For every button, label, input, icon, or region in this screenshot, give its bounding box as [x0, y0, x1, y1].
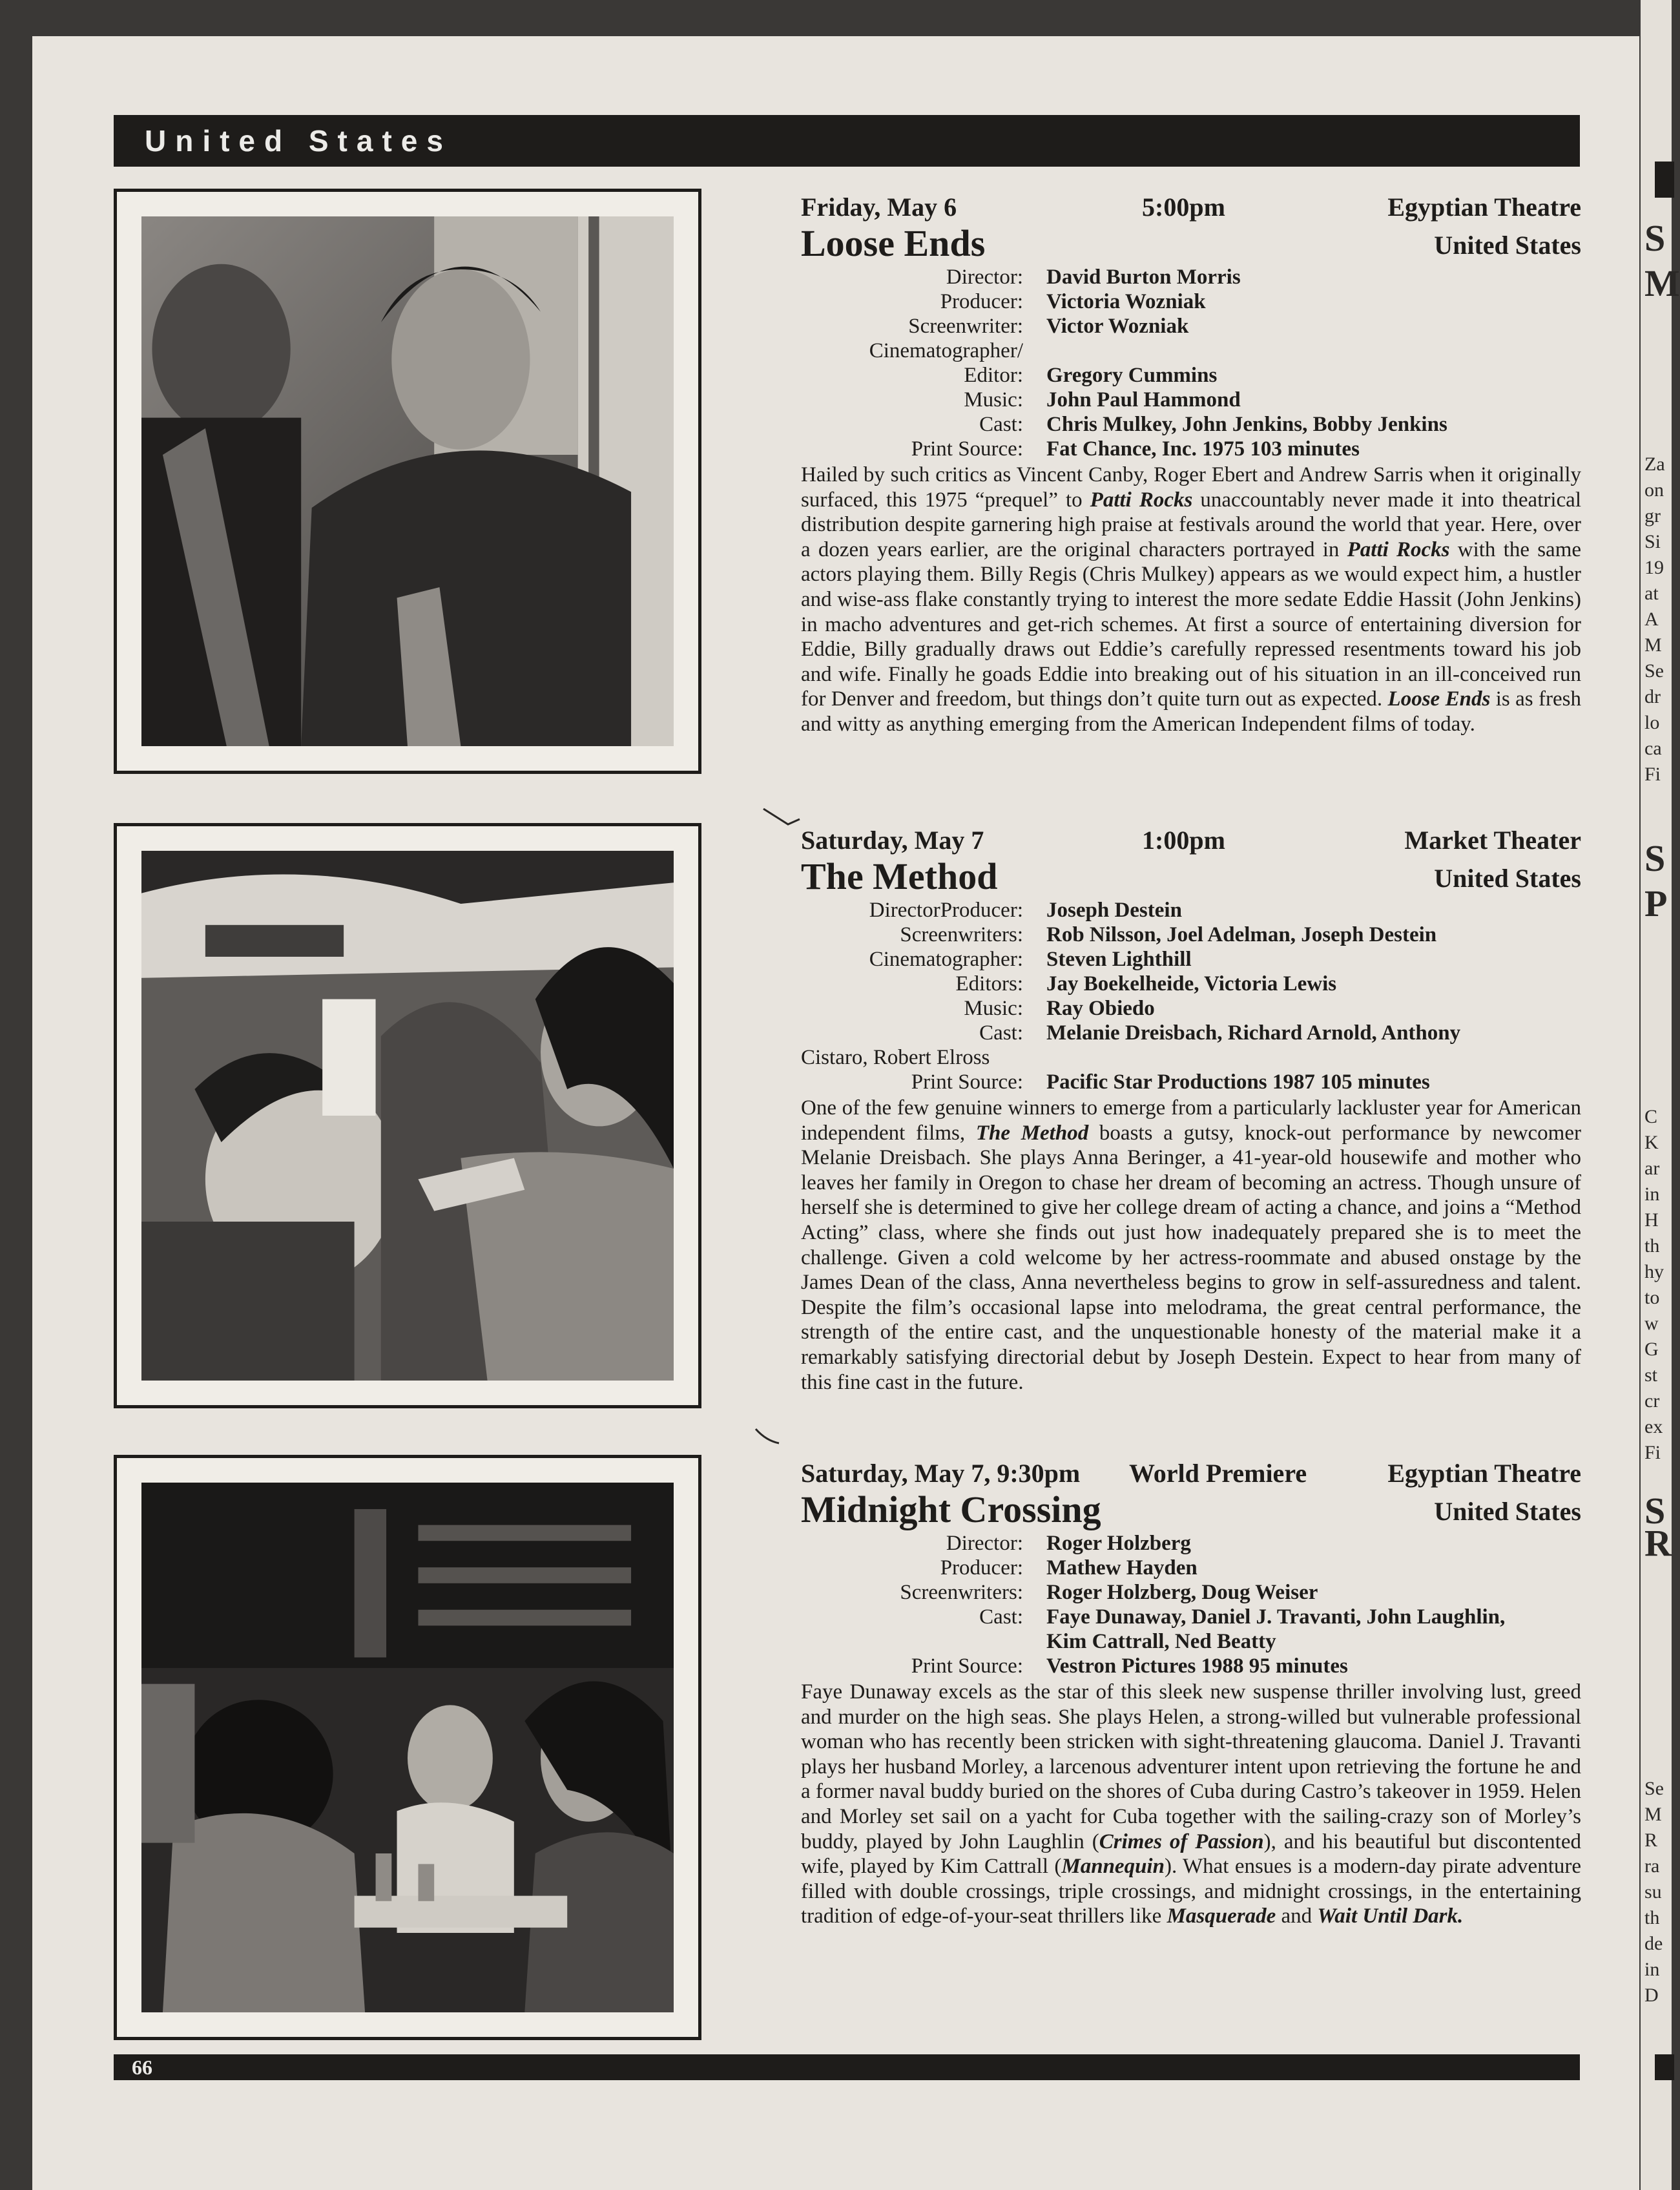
film-still-frame-the-method: [114, 823, 701, 1408]
facing-page-text-fragment: cr: [1644, 1390, 1660, 1412]
credit-label: Cast:: [979, 1021, 1023, 1045]
credit-label: Music:: [964, 997, 1023, 1020]
section-banner: United States: [114, 115, 1580, 167]
credit-value: Melanie Dreisbach, Richard Arnold, Anthony: [1046, 1021, 1461, 1045]
screening-venue: Egyptian Theatre: [1387, 193, 1581, 222]
film-entry-the-method: [801, 824, 1581, 1395]
credit-label: Producer:: [940, 290, 1023, 313]
synopsis-text: Faye Dunaway excels as the star of this sleek new suspense thriller involving lust, greed and murder on the high seas. She plays Helen, a strong-willed but vulnerable professional woman who has recently been stricken with sight-threatening glaucoma. Daniel J. Travanti plays her husband Morley, a larcenous adventurer intent upon retrieving the fortune he and a former naval buddy buried on the shores of Cuba during Castro’s takeover in 1959. Helen and Morley set sail on a yacht for Cuba together with the sailing-crazy son of Morley’s buddy, played by John Laughlin (: [801, 1680, 1581, 1853]
film-country: United States: [1434, 231, 1581, 260]
facing-page-text-fragment: M: [1644, 262, 1680, 304]
credit-value: Gregory Cummins: [1046, 364, 1218, 387]
facing-page-text-fragment: to: [1644, 1287, 1660, 1308]
facing-page-text-fragment: C: [1644, 1106, 1658, 1127]
facing-page-text-fragment: G: [1644, 1339, 1659, 1360]
credit-row: [801, 314, 1581, 339]
facing-page-text-fragment: 19: [1644, 557, 1664, 578]
facing-page-text-fragment: Se: [1644, 660, 1664, 682]
credits-list: [801, 1531, 1581, 1678]
facing-page-text-fragment: D: [1644, 1985, 1659, 2006]
credit-label: Print Source:: [911, 1654, 1023, 1678]
synopsis-text: One of the few genuine winners to emerge from a particularly lackluster year for American independent films,: [801, 1096, 1581, 1145]
film-synopsis: [801, 1096, 1581, 1395]
credit-value: Joseph Destein: [1046, 899, 1182, 922]
credit-value: Faye Dunaway, Daniel J. Travanti, John Laughlin,: [1046, 1605, 1506, 1629]
film-title-row: [801, 1490, 1581, 1530]
italic-title: Loose Ends: [1387, 687, 1491, 711]
credit-row: [801, 437, 1581, 461]
credit-label: Screenwriters:: [900, 923, 1023, 946]
credit-row: [801, 898, 1581, 923]
pencil-tick-mark: [753, 1428, 792, 1447]
facing-page-text-fragment: S: [1644, 1490, 1666, 1532]
film-still-the-method: [141, 851, 674, 1381]
italic-title: Patti Rocks: [1090, 488, 1193, 512]
credit-label: Director:: [946, 1532, 1023, 1555]
screening-time: 1:00pm: [1142, 826, 1225, 855]
facing-page-text-fragment: ca: [1644, 738, 1662, 759]
credit-label: DirectorProducer:: [869, 899, 1023, 922]
synopsis-text: ), and his beautiful but discontented wife, played by Kim Cattrall (: [801, 1830, 1581, 1879]
synopsis-text: and: [1276, 1904, 1318, 1928]
credit-label: Cast:: [979, 1605, 1023, 1629]
film-entry-loose-ends: [801, 191, 1581, 737]
italic-title: Masquerade: [1167, 1904, 1276, 1928]
credit-value: Jay Boekelheide, Victoria Lewis: [1046, 972, 1337, 996]
screening-venue: Market Theater: [1404, 826, 1581, 855]
credit-value: [1013, 1045, 1581, 1070]
facing-page-text-fragment: ra: [1644, 1855, 1660, 1877]
credit-row: [801, 1531, 1581, 1556]
credit-value: David Burton Morris: [1046, 266, 1241, 289]
credit-row: [801, 923, 1581, 947]
film-entry-midnight-crossing: [801, 1457, 1581, 1929]
screening-header: [801, 1457, 1581, 1490]
synopsis-text: is as fresh and witty as anything emerging from the American Independent films of today.: [801, 687, 1582, 736]
facing-page-text-fragment: K: [1644, 1132, 1659, 1153]
credit-value: Roger Holzberg: [1046, 1532, 1191, 1555]
film-synopsis: [801, 463, 1581, 737]
credit-value: Ray Obiedo: [1046, 997, 1155, 1020]
credit-label: Screenwriter:: [908, 315, 1023, 338]
credit-row: [801, 947, 1581, 972]
facing-page-text-fragment: H: [1644, 1209, 1659, 1231]
facing-page-text-fragment: S: [1644, 837, 1666, 879]
credit-row: [801, 972, 1581, 996]
facing-page-text-fragment: in: [1644, 1959, 1660, 1980]
facing-page-text-fragment: S: [1644, 217, 1666, 259]
credit-label: Editors:: [955, 972, 1023, 996]
facing-page-text-fragment: w: [1644, 1313, 1659, 1334]
synopsis-text: boasts a gutsy, knock-out performance by newcomer Melanie Dreisbach. She plays Anna Beringer, a 41-year-old housewife and mother who leaves her family in Oregon to chase her dream of becoming an actress. Though unsure of herself she is determined to give her college dream of acting a chance, and joins a “Method Acting” class, where she finds out just how inadequately prepared she is to meet the challenge. Given a cold welcome by her actress-roommate and abused onstage by the James Dean of the class, Anna nevertheless begins to grow in self-assuredness and talent. Despite the film’s occasional lapse into melodrama, the great central performance, the strength of the entire cast, and the unquestionable honesty of the material make it a remarkably satisfying directorial debut by Joseph Destein. Expect to hear from many of this fine cast in the future.: [801, 1121, 1581, 1394]
credits-list: [801, 265, 1581, 461]
credit-row: [801, 1654, 1581, 1678]
facing-page-text-fragment: th: [1644, 1235, 1660, 1257]
credits-list: [801, 898, 1581, 1094]
film-country: United States: [1434, 864, 1581, 893]
film-title: The Method: [801, 855, 998, 897]
facing-page-edge: [1641, 0, 1680, 2190]
credit-row: [801, 1629, 1581, 1654]
pencil-tick-mark: [762, 808, 801, 827]
screening-date: Saturday, May 7, 9:30pm: [801, 1459, 1081, 1488]
credit-row: [801, 1556, 1581, 1580]
credit-row: [801, 289, 1581, 314]
film-still-frame-midnight-crossing: [114, 1455, 701, 2040]
credit-label: Cistaro, Robert Elross: [801, 1046, 990, 1069]
credit-label: Director:: [946, 266, 1023, 289]
facing-page-text-fragment: Fi: [1644, 764, 1661, 785]
screening-venue: Egyptian Theatre: [1387, 1459, 1581, 1488]
film-title-row: [801, 224, 1581, 264]
italic-title: Crimes of Passion: [1099, 1830, 1264, 1853]
facing-page-header-bar: [1655, 162, 1674, 198]
credit-row: [801, 1070, 1581, 1094]
page-number: 66: [132, 2056, 152, 2079]
credit-value: Mathew Hayden: [1046, 1556, 1198, 1580]
synopsis-text: unaccountably never made it into theatrical distribution despite garnering high praise at festivals around the world that year. Here, over a dozen years earlier, are the original characters portrayed in: [801, 488, 1581, 561]
italic-title: Patti Rocks: [1347, 537, 1450, 561]
screening-time: 5:00pm: [1142, 193, 1225, 222]
credit-row: [801, 339, 1581, 363]
credit-row: [801, 996, 1581, 1021]
credit-row: [801, 1045, 1581, 1070]
facing-page-text-fragment: R: [1644, 1522, 1672, 1564]
credit-label: Cast:: [979, 413, 1023, 436]
synopsis-text: ). What ensues is a modern-day pirate adventure filled with double crossings, triple crossings, and midnight crossings, in the entertaining tradition of edge-of-your-seat thrillers like: [801, 1855, 1581, 1928]
credit-value: Victoria Wozniak: [1046, 290, 1206, 313]
screening-header: [801, 191, 1581, 224]
credit-value: Steven Lighthill: [1046, 948, 1192, 971]
facing-page-text-fragment: M: [1644, 1804, 1662, 1825]
credit-value: Kim Cattrall, Ned Beatty: [1046, 1630, 1276, 1653]
credit-value: Vestron Pictures 1988 95 minutes: [1046, 1654, 1348, 1678]
facing-page-text-fragment: ex: [1644, 1416, 1663, 1437]
synopsis-text: with the same actors playing them. Billy Regis (Chris Mulkey) appears as we would expect him, a hustler and wise-ass flake constantly trying to interest the more sedate Eddie Hassit (John Jenkins) in macho adventures and get-rich schemes. At first a source of entertaining diversion for Eddie, Billy gradually draws out Eddie’s carefully repressed resentments toward his job and wife. Finally he goads Eddie into breaking out of his situation in an ill-conceived run for Denver and freedom, but things don’t quite turn out as expected.: [801, 537, 1582, 711]
credit-value: [1046, 339, 1581, 363]
credit-value: Rob Nilsson, Joel Adelman, Joseph Destein: [1046, 923, 1437, 946]
facing-page-text-fragment: st: [1644, 1364, 1658, 1386]
credit-row: [801, 412, 1581, 437]
credit-row: [801, 1021, 1581, 1045]
facing-page-footer-bar: [1655, 2054, 1674, 2080]
credit-label: [801, 1629, 1046, 1654]
credit-label: Print Source:: [911, 437, 1023, 461]
credit-label: Cinematographer:: [869, 948, 1023, 971]
film-still-loose-ends: [141, 216, 674, 746]
credit-value: Chris Mulkey, John Jenkins, Bobby Jenkins: [1046, 413, 1447, 436]
facing-page-text-fragment: ar: [1644, 1158, 1660, 1179]
facing-page-text-fragment: de: [1644, 1933, 1663, 1954]
credit-value: Pacific Star Productions 1987 105 minutes: [1046, 1070, 1430, 1094]
facing-page-text-fragment: Si: [1644, 531, 1661, 552]
credit-label: Music:: [964, 388, 1023, 412]
credit-value: John Paul Hammond: [1046, 388, 1241, 412]
credit-row: [801, 1580, 1581, 1605]
film-country: United States: [1434, 1497, 1581, 1526]
facing-page-text-fragment: Za: [1644, 454, 1665, 475]
screening-header: [801, 824, 1581, 857]
credit-label: Producer:: [940, 1556, 1023, 1580]
facing-page-text-fragment: lo: [1644, 712, 1660, 733]
facing-page-text-fragment: in: [1644, 1184, 1660, 1205]
facing-page-text-fragment: A: [1644, 609, 1659, 630]
italic-title: Mannequin: [1061, 1855, 1165, 1879]
facing-page-text-fragment: su: [1644, 1881, 1662, 1903]
facing-page-text-fragment: at: [1644, 583, 1659, 604]
italic-title: The Method: [975, 1121, 1089, 1145]
facing-page-text-fragment: dr: [1644, 686, 1661, 707]
synopsis-text: Hailed by such critics as Vincent Canby, Roger Ebert and Andrew Sarris when it originally surfaced, this 1975 “prequel” to: [801, 463, 1581, 512]
facing-page-text-fragment: R: [1644, 1830, 1658, 1851]
screening-note: World Premiere: [1129, 1459, 1307, 1488]
italic-title: Wait Until Dark.: [1317, 1904, 1464, 1928]
screening-date: Friday, May 6: [801, 193, 957, 222]
page-footer-bar: [114, 2054, 1580, 2080]
credit-label: Print Source:: [911, 1070, 1023, 1094]
film-still-midnight-crossing: [141, 1483, 674, 2012]
facing-page-text-fragment: gr: [1644, 505, 1661, 527]
film-title: Midnight Crossing: [801, 1488, 1101, 1530]
credit-row: [801, 363, 1581, 388]
facing-page-text-fragment: Se: [1644, 1778, 1664, 1799]
film-title: Loose Ends: [801, 222, 986, 264]
facing-page-text-fragment: on: [1644, 479, 1664, 501]
facing-page-text-fragment: P: [1644, 882, 1668, 924]
film-title-row: [801, 857, 1581, 897]
film-synopsis: [801, 1680, 1581, 1929]
credit-row: [801, 388, 1581, 412]
credit-row: [801, 1605, 1581, 1629]
film-still-frame-loose-ends: [114, 189, 701, 774]
credit-row: [801, 265, 1581, 289]
facing-page-text-fragment: th: [1644, 1907, 1660, 1928]
credit-label: Cinematographer/: [869, 339, 1023, 362]
credit-label: Editor:: [964, 364, 1023, 387]
facing-page-text-fragment: Fi: [1644, 1442, 1661, 1463]
credit-value: Fat Chance, Inc. 1975 103 minutes: [1046, 437, 1360, 461]
facing-page-text-fragment: M: [1644, 634, 1662, 656]
credit-value: Victor Wozniak: [1046, 315, 1189, 338]
screening-date: Saturday, May 7: [801, 826, 984, 855]
credit-value: Roger Holzberg, Doug Weiser: [1046, 1581, 1318, 1604]
credit-label: Screenwriters:: [900, 1581, 1023, 1604]
facing-page-text-fragment: hy: [1644, 1261, 1664, 1282]
